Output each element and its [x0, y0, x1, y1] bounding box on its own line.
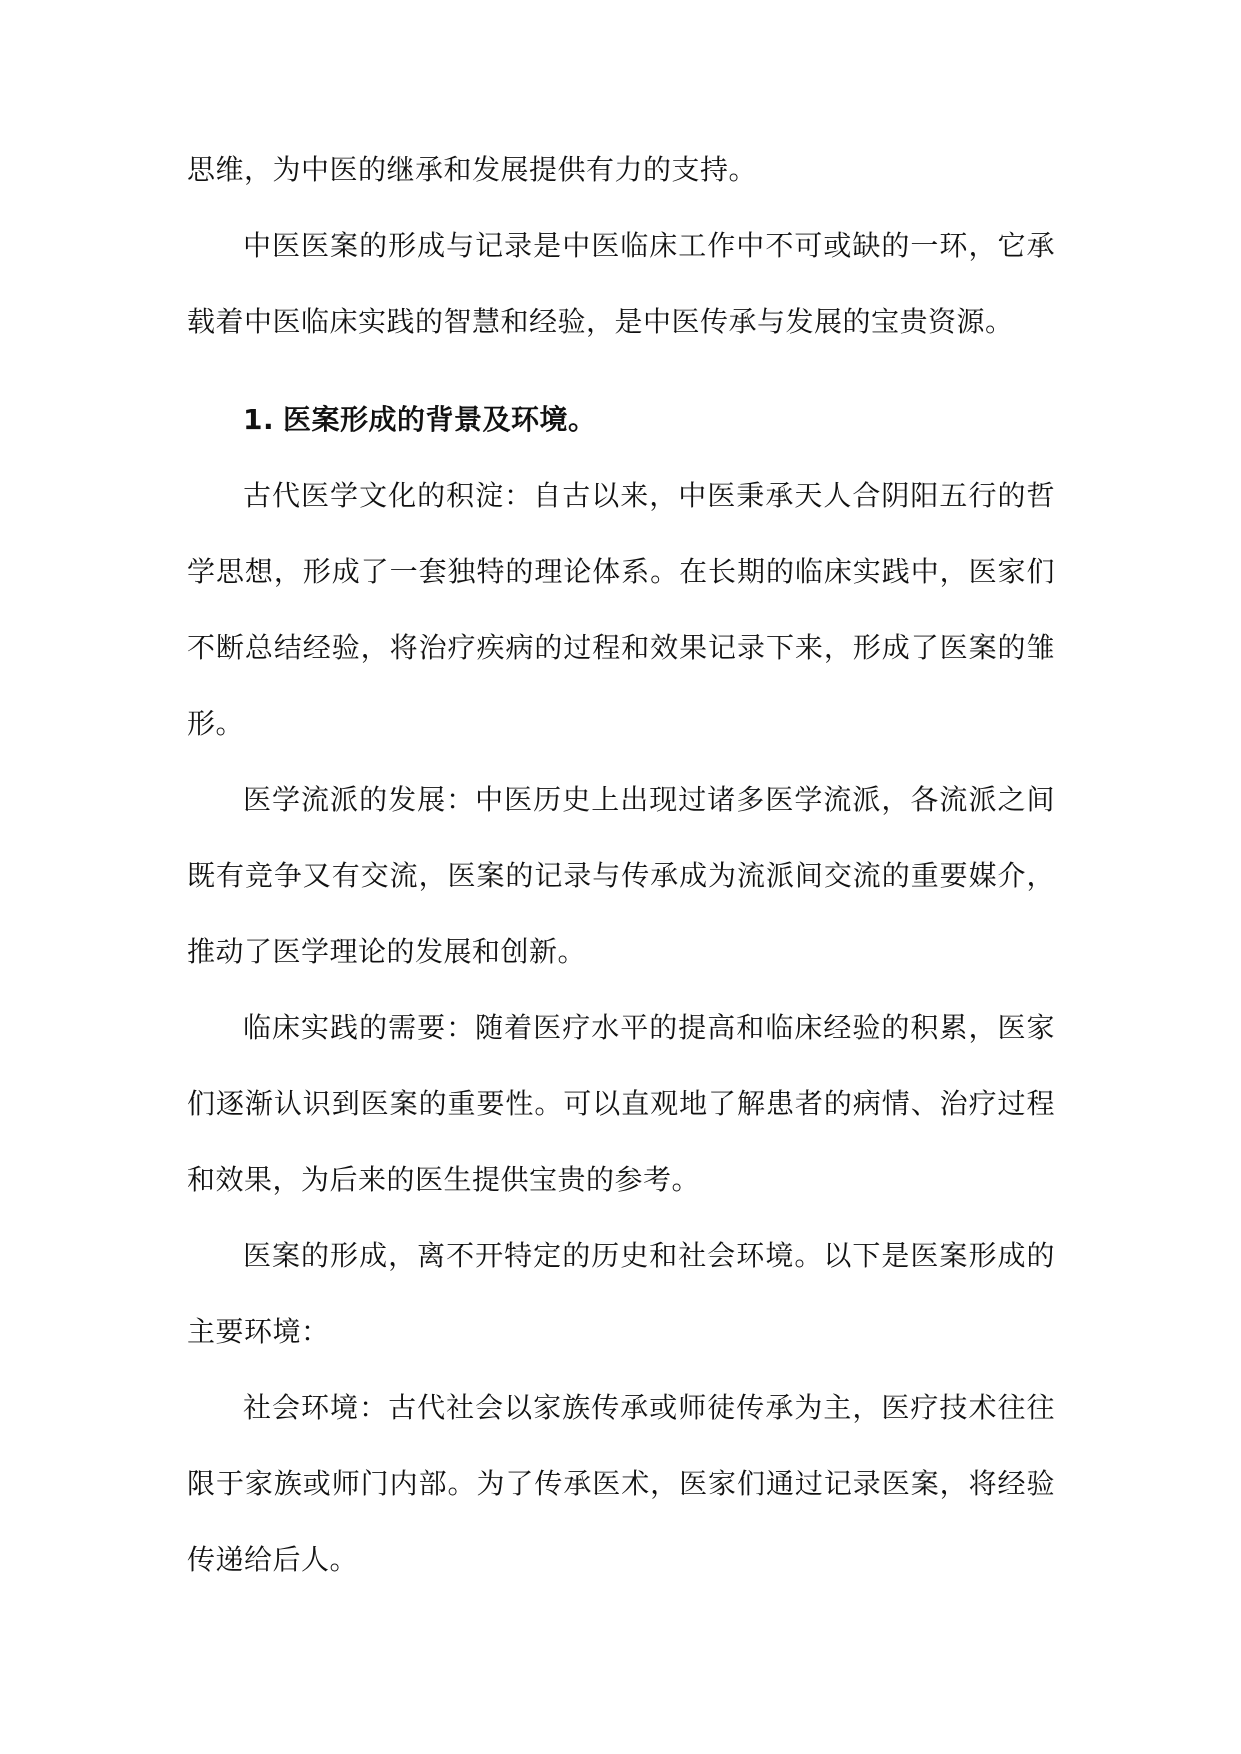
paragraph-social-environment: 社会环境：古代社会以家族传承或师徒传承为主，医疗技术往往限于家族或师门内部。为了传承医术，医家们通过记录医案，将经验传递给后人。: [187, 1391, 1055, 1576]
document-body: [187, 132, 1055, 1598]
paragraph-environment-intro: 医案的形成，离不开特定的历史和社会环境。以下是医案形成的主要环境：: [187, 1239, 1055, 1348]
paragraph-schools-development: 医学流派的发展：中医历史上出现过诸多医学流派，各流派之间既有竞争又有交流，医案的记录与传承成为流派间交流的重要媒介，推动了医学理论的发展和创新。: [187, 783, 1055, 968]
paragraph-clinical-needs: 临床实践的需要：随着医疗水平的提高和临床经验的积累，医家们逐渐认识到医案的重要性。可以直观地了解患者的病情、治疗过程和效果，为后来的医生提供宝贵的参考。: [187, 1011, 1055, 1196]
section-heading: [187, 382, 1055, 458]
paragraph-intro: 中医医案的形成与记录是中医临床工作中不可或缺的一环，它承载着中医临床实践的智慧和经验，是中医传承与发展的宝贵资源。: [187, 229, 1055, 338]
section-number: 1.: [243, 403, 275, 436]
paragraph-continuation: 思维，为中医的继承和发展提供有力的支持。: [187, 153, 758, 186]
paragraph-cultural-accumulation: 古代医学文化的积淀：自古以来，中医秉承天人合阴阳五行的哲学思想，形成了一套独特的理论体系。在长期的临床实践中，医家们不断总结经验，将治疗疾病的过程和效果记录下来，形成了医案的雏形。: [187, 479, 1055, 740]
section-title: 医案形成的背景及环境。: [283, 403, 597, 436]
